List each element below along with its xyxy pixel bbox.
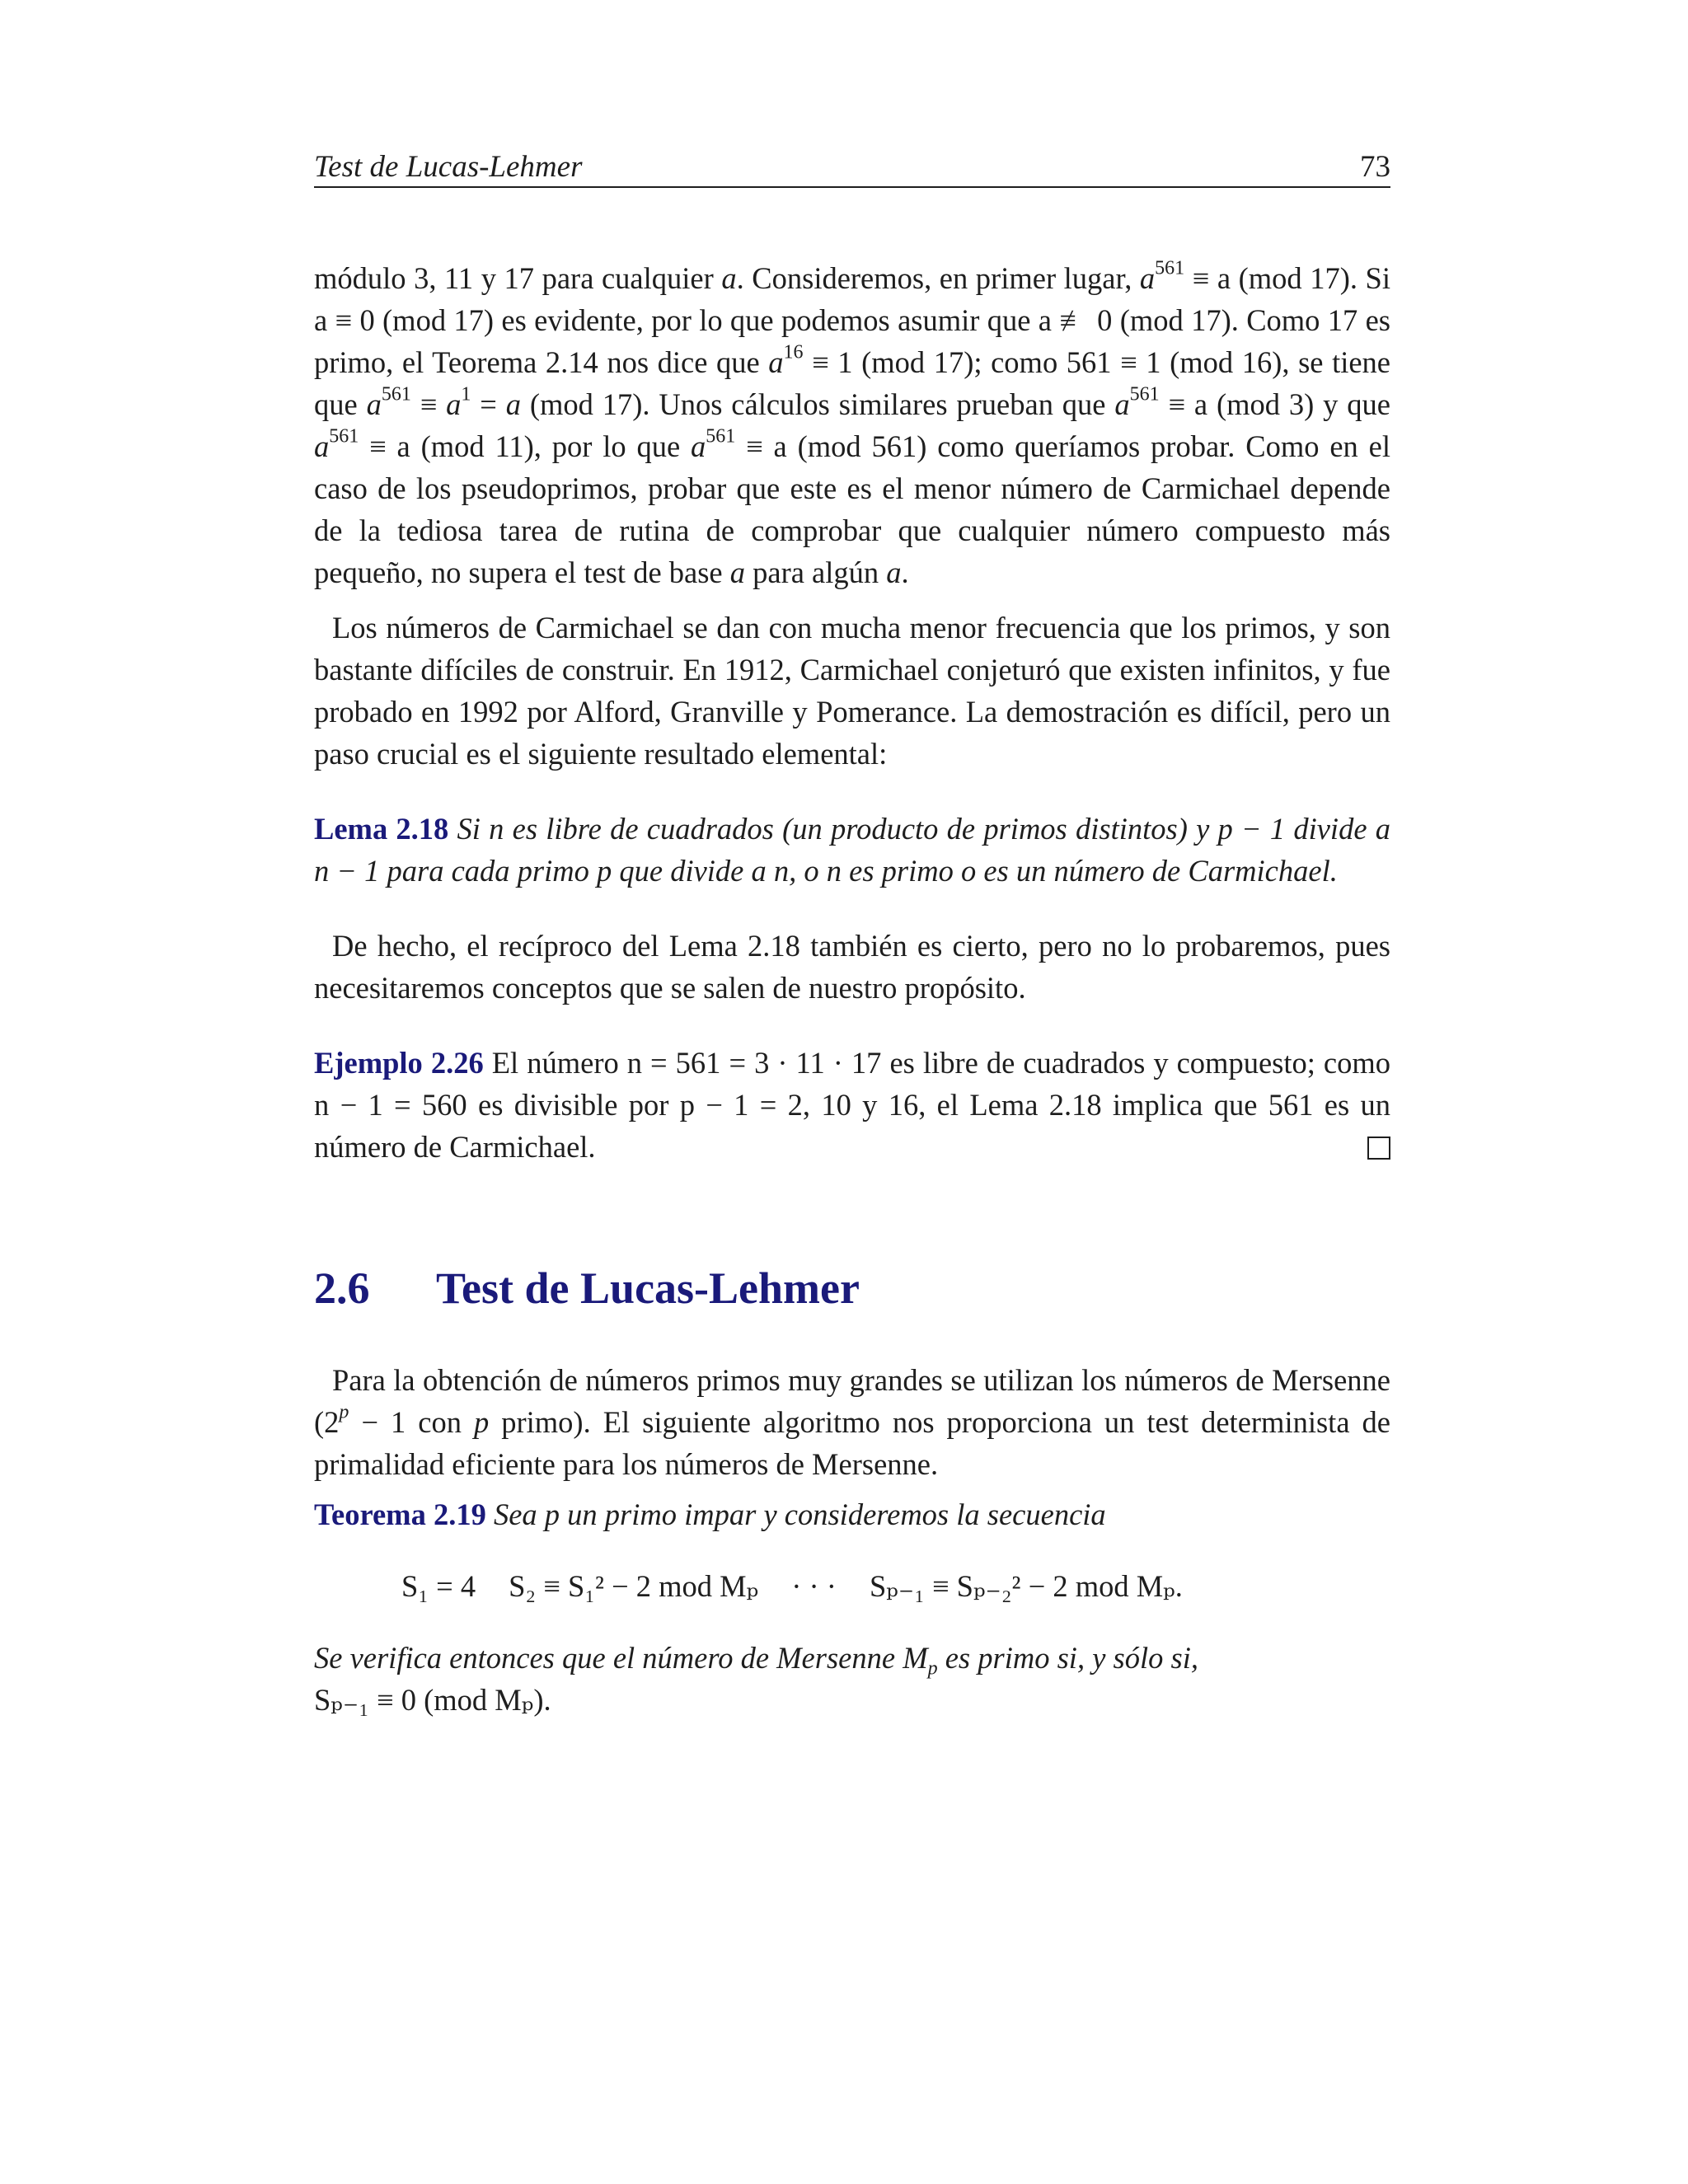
paragraph-carmichael-frequency: Los números de Carmichael se dan con mucha menor frecuencia que los primos, y son bastante difíciles de construir. En 1912, Carmichael conjeturó que existen infinitos, y fue probado en 1992 por Alford, Granville y Pomerance. La demostración es difícil, pero un paso crucial es el siguiente resultado elemental: — [314, 611, 1390, 771]
section-number: 2.6 — [314, 1263, 370, 1313]
sequence-dots: · · · — [791, 1569, 837, 1603]
paragraph-mersenne: Para la obtención de números primos muy grandes se utilizan los números de Mersenne ($2^p - 1$ con p primo). El siguiente algoritmo nos proporciona un test determinista de primalidad eficiente para los números de Mersenne. — [314, 1363, 1390, 1481]
theorem-2-19 — [314, 1493, 1390, 1535]
lucas-lehmer-sequence — [314, 1565, 1390, 1607]
paragraph-carmichael-proof: módulo 3, 11 y 17 para cualquier a. Consideremos, en primer lugar, $a^{561} \equiv a$ (mod 17). Si a ≡ 0 (mod 17) es evidente, por lo que podemos asumir que a ≢ 0 (mod 17). Como 17 es primo, el Teorema 2.14 nos dice que $a^{16} \equiv 1$ (mod 17); como 561 ≡ 1 (mod 16), se tiene que $a^{561} \equiv a^1 = a$ (mod 17). Unos cálculos similares prueban que $a^{561} \equiv a$ (mod 3) y que $a^{561} \equiv a$ (mod 11), por lo que $a^{561} \equiv a$ (mod 561) como queríamos probar. Como en el caso de los pseudoprimos, probar que este es el menor número de Carmichael depende de la tediosa tarea de rutina de comprobar que cualquier número compuesto más pequeño, no supera el test de base a para algún a. — [314, 257, 1391, 589]
final-condition: Sₚ₋₁ ≡ 0 (mod Mₚ). — [314, 1683, 551, 1717]
example-label: Ejemplo 2.26 — [314, 1046, 484, 1080]
lemma-text: Si n es libre de cuadrados (un producto de primos distintos) y p − 1 divide a n − 1 para cada primo p que divide a n, o n es primo o es un número de Carmichael. — [314, 812, 1390, 888]
theorem-conclusion: Se verifica entonces que el número de Mersenne $M_p$ es primo si, y sólo si, Sₚ₋₁ ≡ 0 (mod Mₚ). — [314, 1641, 1198, 1717]
sequence-s1: S₁ = 4 — [401, 1569, 476, 1603]
qed-box-icon — [1367, 1137, 1390, 1160]
section-heading — [314, 1262, 1390, 1315]
running-title: Test de Lucas-Lehmer — [314, 150, 583, 184]
paragraph-reciprocal: De hecho, el recíproco del Lema 2.18 también es cierto, pero no lo probaremos, pues necesitaremos conceptos que se salen de nuestro propósito. — [314, 929, 1390, 1005]
theorem-text: Sea p un primo impar y consideremos la secuencia — [493, 1497, 1106, 1531]
lemma-2-18 — [314, 808, 1390, 892]
sequence-sp: Sₚ₋₁ ≡ Sₚ₋₂² − 2 mod Mₚ. — [869, 1569, 1183, 1603]
example-text: El número n = 561 = 3 · 11 · 17 es libre de cuadrados y compuesto; como n − 1 = 560 es divisible por p − 1 = 2, 10 y 16, el Lema 2.18 implica que 561 es un número de Carmichael. — [314, 1046, 1391, 1164]
running-head — [314, 148, 1390, 188]
page — [314, 148, 1390, 1721]
page-number: 73 — [1360, 150, 1390, 184]
example-2-26 — [314, 1042, 1390, 1168]
theorem-label: Teorema 2.19 — [314, 1497, 486, 1531]
sequence-s2: S₂ ≡ S₁² − 2 mod Mₚ — [509, 1569, 759, 1603]
section-title: Test de Lucas-Lehmer — [436, 1263, 860, 1313]
lemma-label: Lema 2.18 — [314, 812, 449, 846]
